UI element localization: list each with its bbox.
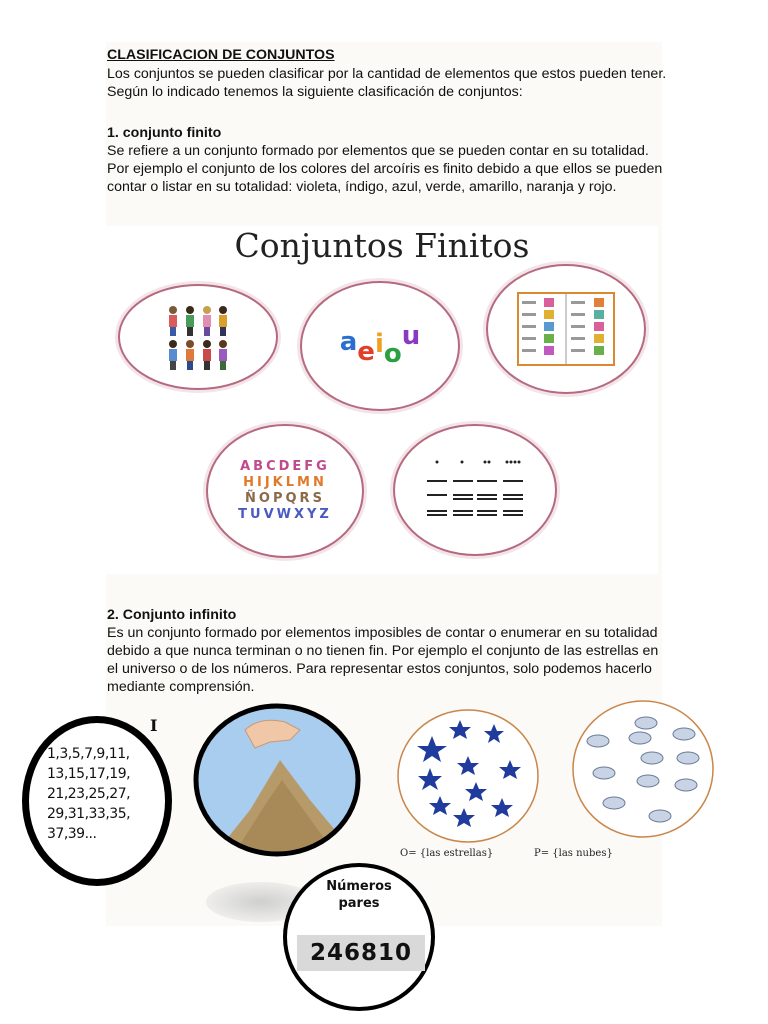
finite-heading: 1. conjunto finito bbox=[107, 125, 222, 141]
alphabet-oval bbox=[206, 424, 364, 558]
people-oval bbox=[118, 284, 278, 390]
clouds-caption: P= {las nubes} bbox=[534, 848, 613, 859]
vowel: e bbox=[357, 337, 375, 367]
maya-numerals-icon bbox=[425, 458, 525, 522]
odd-numbers-line: 1,3,5,7,9,11, bbox=[47, 746, 130, 762]
odd-numbers-line: 13,15,17,19, bbox=[47, 766, 131, 782]
vowels-oval bbox=[300, 281, 460, 411]
numerals-oval bbox=[393, 424, 557, 556]
finite-image-title: Conjuntos Finitos bbox=[234, 226, 530, 265]
odd-numbers-list bbox=[47, 744, 130, 844]
infinite-heading: 2. Conjunto infinito bbox=[107, 607, 237, 623]
alphabet-set bbox=[238, 459, 332, 523]
alphabet-row: HIJKLMN bbox=[243, 475, 327, 490]
finite-paragraph: Se refiere a un conjunto formado por elementos que se pueden contar en su totalidad. Por ejemplo el conjunto de los colores del arcoíris es finito debido a que ellos se pueden contar o listar en su totalidad: violeta, índigo, azul, verde, amarillo, naranja y rojo. bbox=[107, 143, 663, 195]
intro-paragraph: Los conjuntos se pueden clasificar por la cantidad de elementos que estos pueden tener. Según lo indicado tenemos la siguiente clasificación de conjuntos: bbox=[107, 66, 667, 100]
sand-circle-image bbox=[190, 700, 364, 860]
set-label: I bbox=[150, 716, 158, 735]
vowel: u bbox=[401, 321, 421, 351]
vowel: a bbox=[339, 327, 358, 357]
table-icon bbox=[516, 291, 616, 367]
people-icon bbox=[163, 302, 233, 372]
clouds-circle-image bbox=[570, 698, 716, 840]
vowel: o bbox=[383, 339, 402, 369]
document-heading: CLASIFICACION DE CONJUNTOS bbox=[107, 47, 335, 63]
alphabet-row: TUVWXYZ bbox=[238, 507, 332, 522]
infinite-paragraph: Es un conjunto formado por elementos imposibles de contar o enumerar en su totalidad debido a que nunca terminan o no tienen fin. Por ejemplo el conjunto de las estrellas en el universo o de los números. Para representar estos conjuntos, solo podemos hacerlo mediante comprensión. bbox=[107, 625, 659, 695]
even-title-line: Números bbox=[326, 879, 392, 894]
odd-numbers-line: 37,39... bbox=[47, 826, 97, 842]
alphabet-row: ÑOPQRS bbox=[245, 491, 325, 506]
even-numbers-title bbox=[283, 878, 435, 912]
finite-sets-illustration bbox=[106, 226, 658, 574]
vowels-set bbox=[339, 321, 421, 369]
alphabet-row: ABCDEFG bbox=[240, 459, 330, 474]
odd-numbers-line: 21,23,25,27, bbox=[47, 786, 131, 802]
odd-numbers-line: 29,31,33,35, bbox=[47, 806, 131, 822]
stars-circle-image bbox=[394, 706, 544, 846]
even-title-line: pares bbox=[338, 896, 380, 911]
stars-caption: O= {las estrellas} bbox=[400, 848, 494, 859]
table-oval bbox=[486, 264, 646, 394]
even-numbers-display: 246810 bbox=[297, 935, 425, 971]
vowel: i bbox=[374, 329, 384, 359]
